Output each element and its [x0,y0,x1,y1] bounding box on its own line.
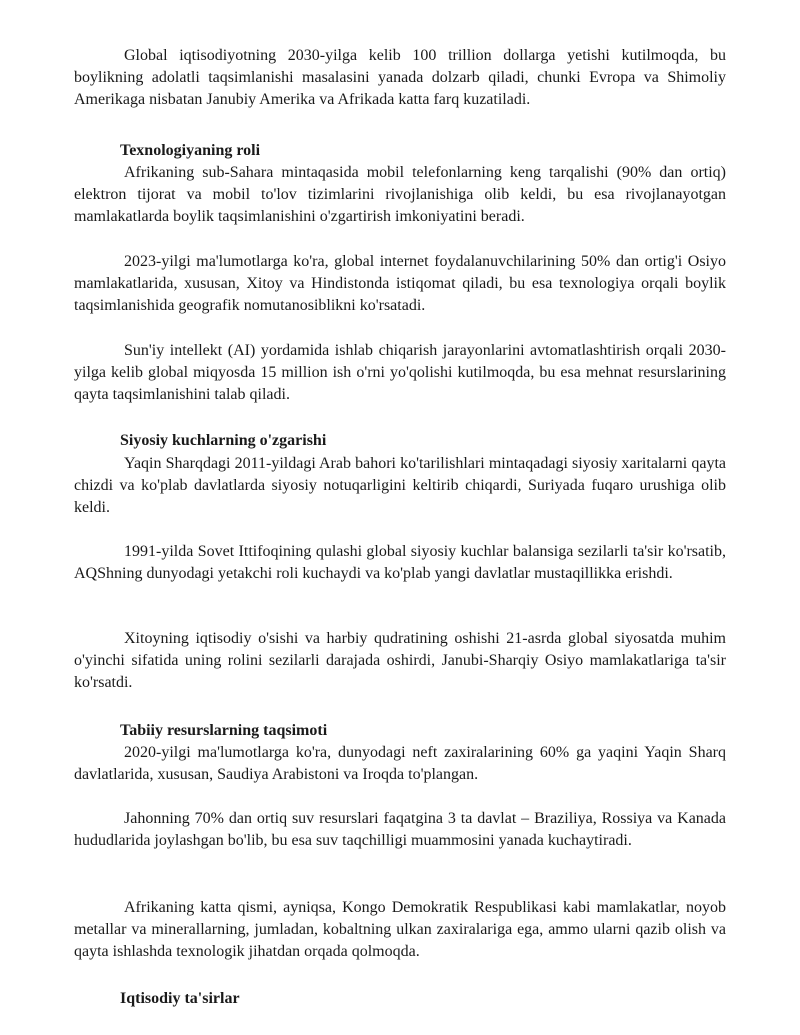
paragraph: 1991-yilda Sovet Ittifoqining qulashi global siyosiy kuchlar balansiga sezilarli ta'sir ko'rsatib, AQShning dunyodagi yetakchi roli kuchaydi va ko'plab yangi davlatlar mustaqillikka erishdi. [74,543,726,583]
paragraph: Yaqin Sharqdagi 2011-yildagi Arab bahori ko'tarilishlari mintaqadagi siyosiy xaritalarni qayta chizdi va ko'plab davlatlarda siyosiy notuqarligini keltirib chiqardi, Suriyada fuqaro urushiga olib keldi. [74,455,726,517]
section-heading-technology: Texnologiyaning roli [120,142,261,159]
section-heading-politics: Siyosiy kuchlarning o'zgarishi [120,432,327,449]
paragraph: Xitoyning iqtisodiy o'sishi va harbiy qudratining oshishi 21-asrda global siyosatda muhim o'yinchi sifatida uning rolini sezilarli darajada oshirdi, Janubi-Sharqiy Osiyo mamlakatlariga ta'sir ko'rsatdi. [74,630,726,692]
paragraph: Afrikaning katta qismi, ayniqsa, Kongo Demokratik Respublikasi kabi mamlakatlar, noyob metallar va minerallarning, jumladan, kobaltning ulkan zaxiralariga ega, ammo ularni qazib olish va qayta ishlashda texnologik jihatdan orqada qolmoqda. [74,899,726,961]
intro-paragraph: Global iqtisodiyotning 2030-yilga kelib 100 trillion dollarga yetishi kutilmoqda, bu boylikning adolatli taqsimlanishi masalasini yanada dolzarb qiladi, chunki Evropa va Shimoliy Amerikaga nisbatan Janubiy Amerika va Afrikada katta farq kuzatiladi. [74,47,726,109]
section-heading-resources: Tabiiy resurslarning taqsimoti [120,722,328,739]
section-heading-economy: Iqtisodiy ta'sirlar [120,990,240,1007]
paragraph: 2023-yilgi ma'lumotlarga ko'ra, global internet foydalanuvchilarining 50% dan ortig'i Osiyo mamlakatlarida, xususan, Xitoy va Hindistonda istiqomat qiladi, bu esa texnologiya orqali boylik taqsimlanishida geografik nomutanosiblikni ko'rsatadi. [74,253,726,315]
paragraph: Afrikaning sub-Sahara mintaqasida mobil telefonlarning keng tarqalishi (90% dan ortiq) elektron tijorat va mobil to'lov tizimlarini rivojlanishiga olib keldi, bu esa rivojlanayotgan mamlakatlarda boylik taqsimlanishini o'zgartirish imkoniyatini beradi. [74,164,726,226]
paragraph: Sun'iy intellekt (AI) yordamida ishlab chiqarish jarayonlarini avtomatlashtirish orqali 2030-yilga kelib global miqyosda 15 million ish o'rni yo'qolishi kutilmoqda, bu esa mehnat resurslarining qayta taqsimlanishini talab qiladi. [74,342,726,404]
paragraph: Jahonning 70% dan ortiq suv resurslari faqatgina 3 ta davlat – Braziliya, Rossiya va Kanada hududlarida joylashgan bo'lib, bu esa suv taqchilligi muammosini yanada kuchaytiradi. [74,810,726,850]
paragraph: 2020-yilgi ma'lumotlarga ko'ra, dunyodagi neft zaxiralarining 60% ga yaqini Yaqin Sharq davlatlarida, xususan, Saudiya Arabistoni va Iroqda to'plangan. [74,744,726,784]
